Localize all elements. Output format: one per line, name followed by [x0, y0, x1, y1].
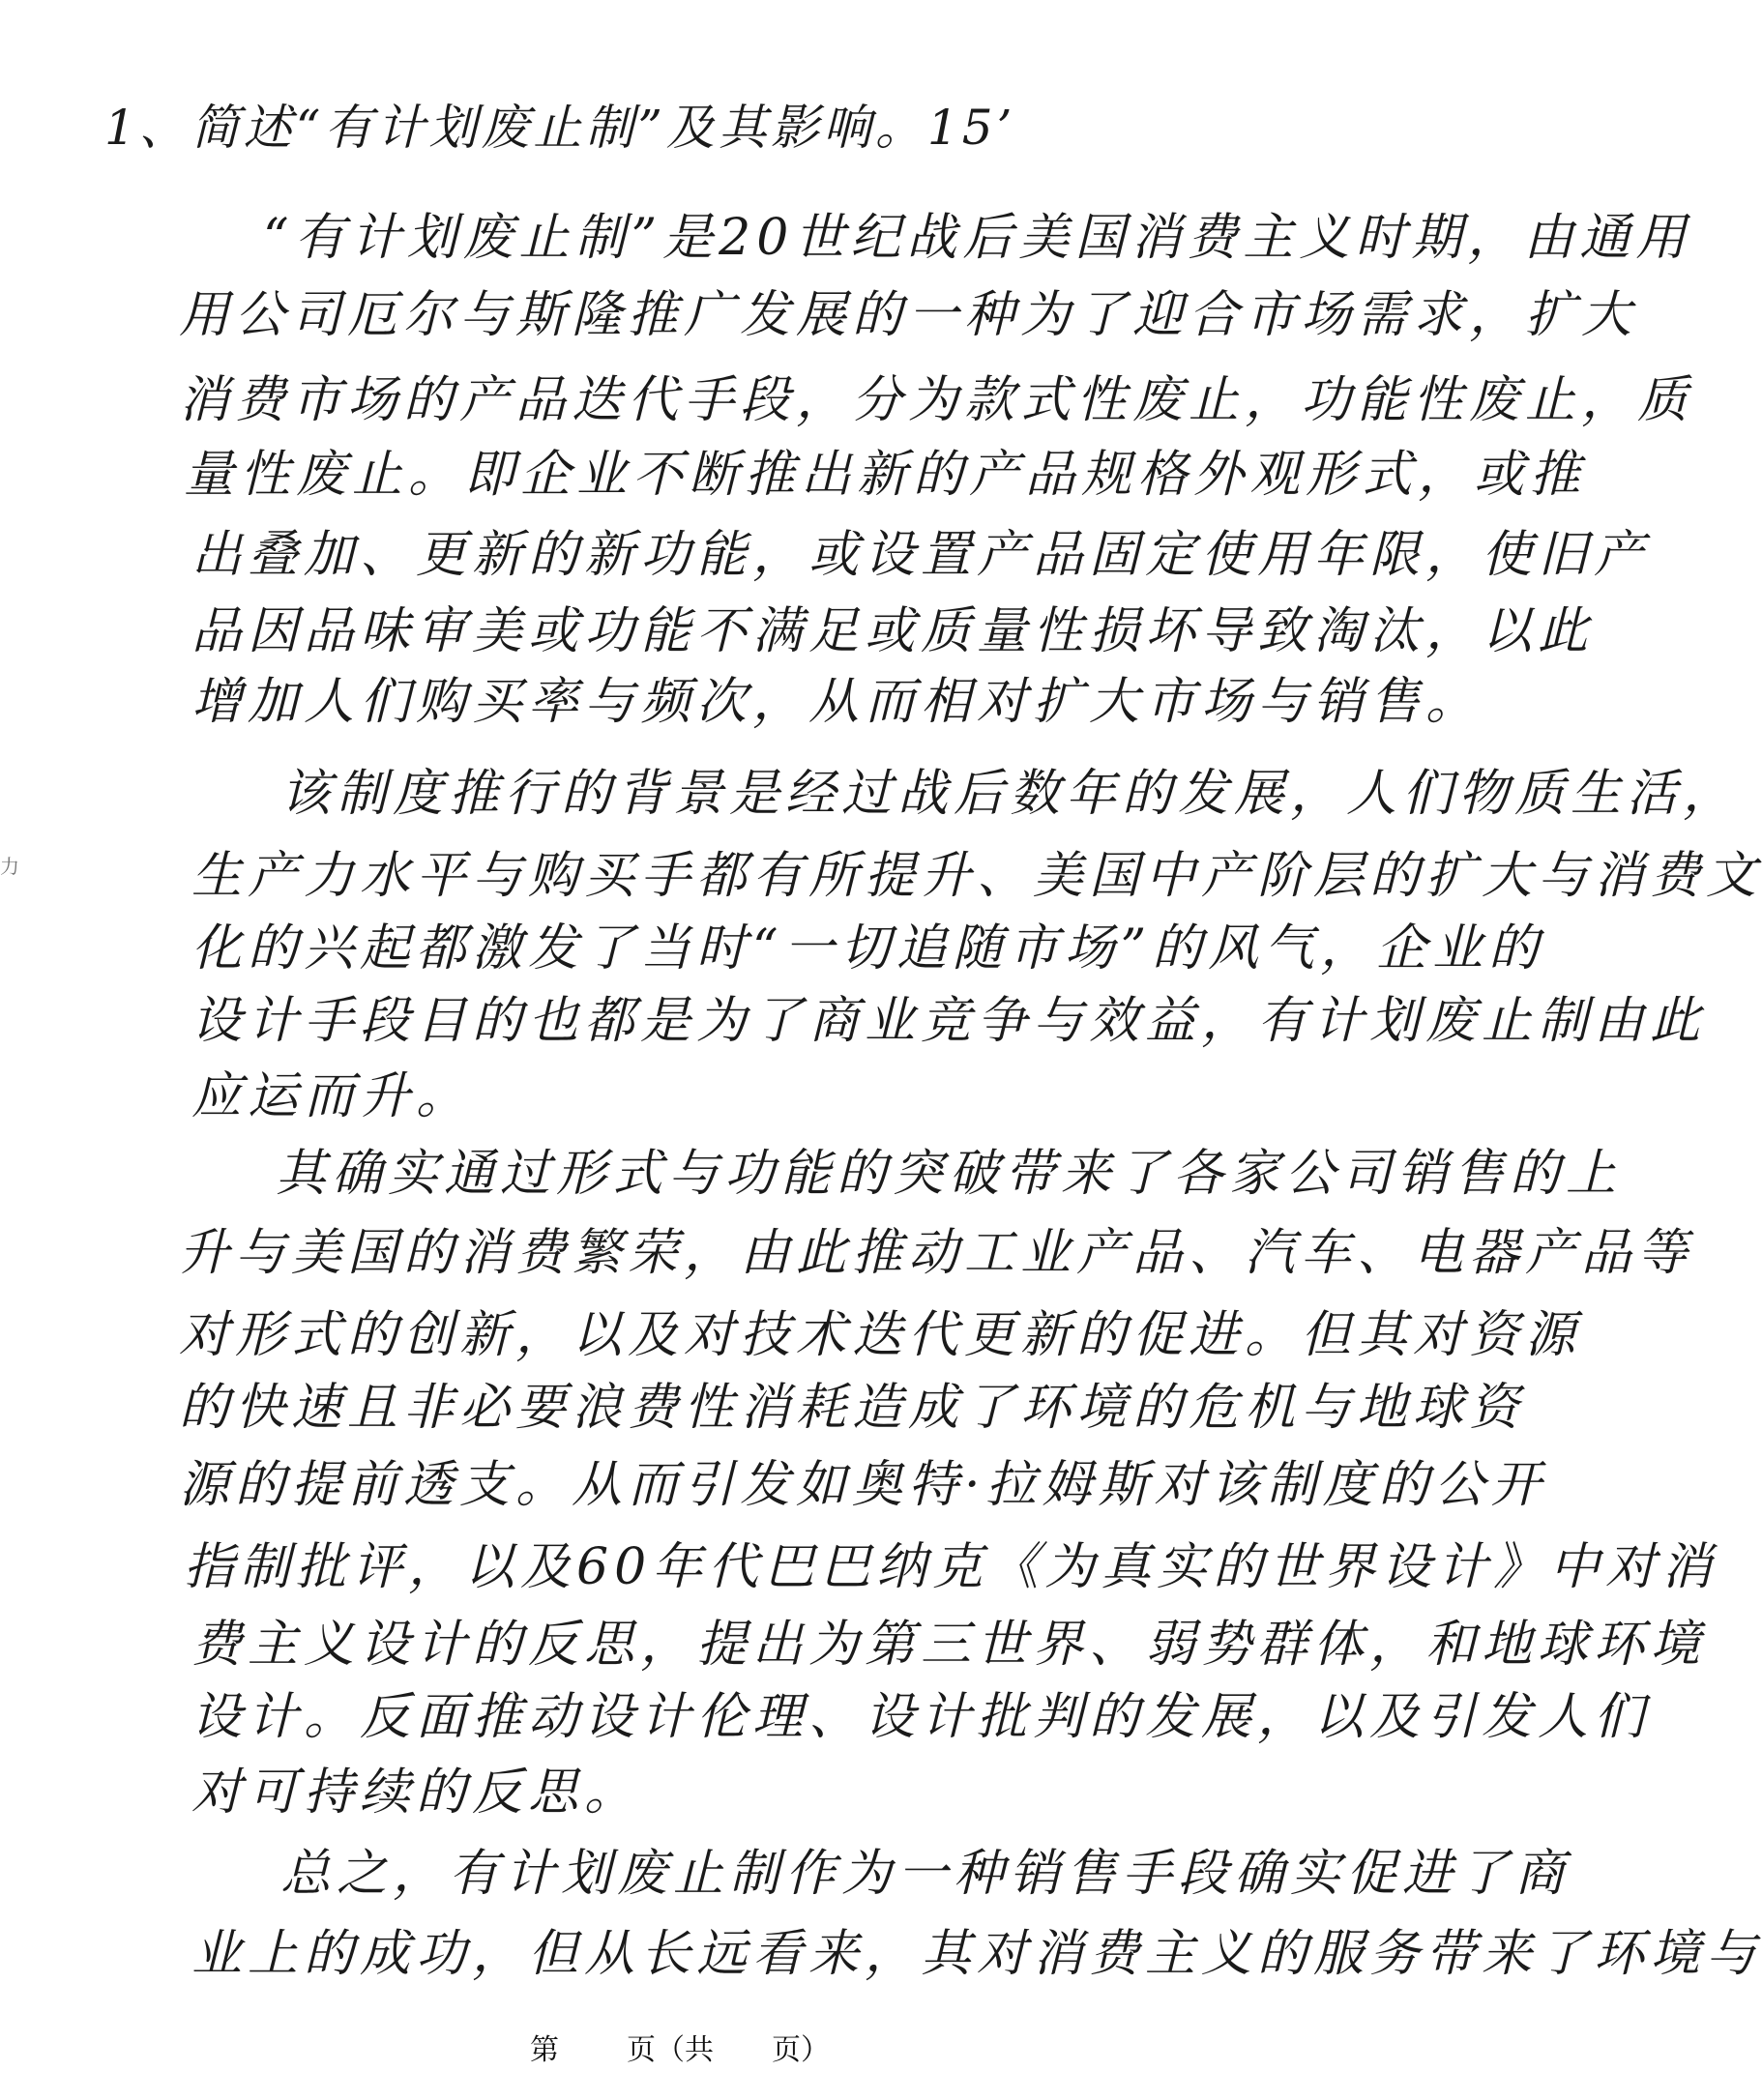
text-line: 生产力水平与购买手都有所提升、美国中产阶层的扩大与消费文	[191, 847, 1762, 905]
text-line: 增加人们购买率与频次，从而相对扩大市场与销售。	[191, 673, 1483, 731]
text-line: 的快速且非必要浪费性消耗造成了环境的危机与地球资	[179, 1379, 1526, 1437]
text-line: 其确实通过形式与功能的突破带来了各家公司销售的上	[276, 1145, 1623, 1203]
page-footer	[530, 2026, 839, 2068]
text-line: 出叠加、更新的新功能，或设置产品固定使用年限，使旧产	[191, 526, 1651, 584]
edge-mark: 力	[0, 855, 19, 878]
text-line: 应运而升。	[191, 1067, 473, 1125]
text-line: 对可持续的反思。	[191, 1764, 641, 1822]
text-line: 升与美国的消费繁荣，由此推动工业产品、汽车、电器产品等	[179, 1224, 1694, 1282]
text-line: 设计。反面推动设计伦理、设计批判的发展，以及引发人们	[191, 1688, 1651, 1746]
text-line: 量性废止。即企业不断推出新的产品规格外观形式，或推	[184, 446, 1587, 504]
text-line: 对形式的创新，以及对技术迭代更新的促进。但其对资源	[179, 1306, 1582, 1364]
text-line: 设计手段目的也都是为了商业竞争与效益，有计划废止制由此	[191, 992, 1707, 1050]
text-line: 化的兴起都激发了当时“一切追随市场”的风气，企业的	[191, 919, 1545, 977]
text-line: 该制度推行的背景是经过战后数年的发展，人们物质生活，	[280, 765, 1740, 823]
text-line: 业上的成功，但从长远看来，其对消费主义的服务带来了环境与	[191, 1925, 1762, 1983]
text-line: 品因品味审美或功能不满足或质量性损坏导致淘汰，以此	[191, 602, 1595, 660]
text-line: 总之，有计划废止制作为一种销售手段确实促进了商	[280, 1845, 1571, 1903]
text-line: “有计划废止制”是20世纪战后美国消费主义时期，由通用	[263, 209, 1692, 267]
text-line: 源的提前透支。从而引发如奥特·拉姆斯对该制度的公开	[179, 1456, 1547, 1514]
text-line: 用公司厄尔与斯隆推广发展的一种为了迎合市场需求，扩大	[179, 286, 1638, 344]
question-title: 1、简述“有计划废止制”及其影响。15’	[104, 100, 1016, 156]
footer-ye-gong: 页（共	[627, 2033, 714, 2067]
footer-di: 第	[530, 2033, 559, 2067]
footer-ye-end: 页）	[772, 2033, 830, 2067]
text-line: 消费市场的产品迭代手段，分为款式性废止，功能性废止，质	[179, 371, 1694, 429]
text-line: 指制批评，以及60年代巴巴纳克《为真实的世界设计》中对消	[184, 1538, 1718, 1596]
text-line: 费主义设计的反思，提出为第三世界、弱势群体，和地球环境	[191, 1616, 1707, 1674]
